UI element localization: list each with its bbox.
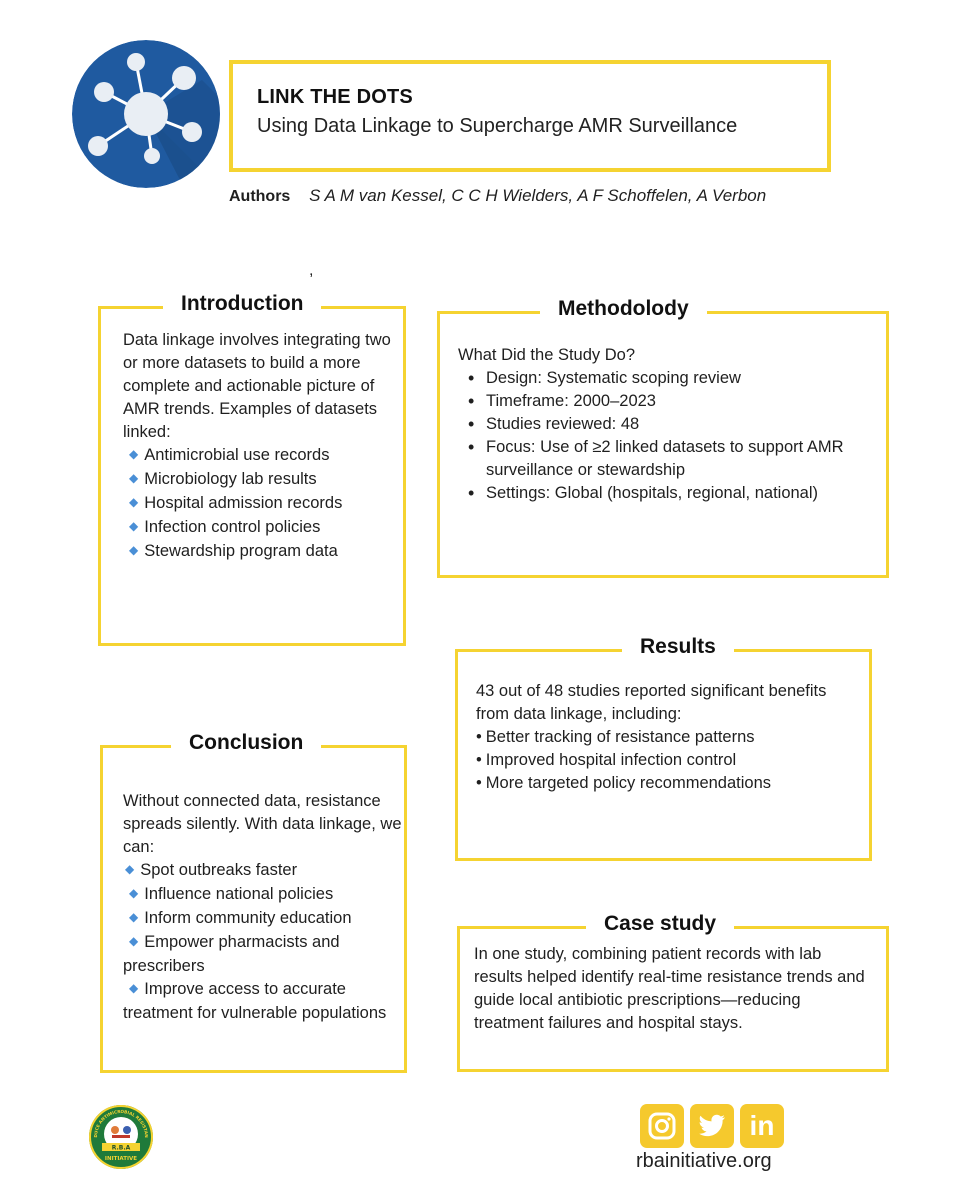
methodology-list xyxy=(458,367,878,505)
network-logo-icon xyxy=(72,40,220,188)
introduction-title: Introduction xyxy=(163,292,321,316)
introduction-item: ◆ Antimicrobial use records xyxy=(129,446,330,464)
conclusion-item: ◆ Spot outbreaks faster xyxy=(125,861,298,879)
methodology-item: • Settings: Global (hospitals, regional, national) xyxy=(458,482,878,505)
diamond-bullet-icon: ◆ xyxy=(129,886,139,900)
linkedin-icon[interactable] xyxy=(740,1104,784,1148)
methodology-item: • Design: Systematic scoping review xyxy=(458,367,878,390)
methodology-box xyxy=(437,297,889,578)
case-study-title: Case study xyxy=(586,912,734,936)
case-study-box xyxy=(457,912,889,1072)
methodology-item: • Timeframe: 2000–2023 xyxy=(458,390,878,413)
svg-text:REDUCE ANTIMICROBIAL RESISTANC: DUCE ANTIMICROBIAL RESISTAN xyxy=(92,1108,150,1138)
authors-row xyxy=(229,186,766,206)
results-box xyxy=(455,635,872,861)
authors-label: Authors xyxy=(229,188,291,205)
introduction-item: ◆ Infection control policies xyxy=(129,518,321,536)
results-item: • Better tracking of resistance patterns xyxy=(476,728,755,746)
results-text: 43 out of 48 studies reported significant benefits from data linkage, including: xyxy=(476,682,827,723)
methodology-item: • Focus: Use of ≥2 linked datasets to support AMR surveillance or stewardship xyxy=(458,436,878,482)
introduction-item: ◆ Hospital admission records xyxy=(129,494,343,512)
page-title: LINK THE DOTS xyxy=(257,86,413,108)
case-study-text: In one study, combining patient records with lab results helped identify real-time resistance trends and guide local antibiotic prescriptions—reducing treatment failures and hospital stays. xyxy=(474,945,865,1032)
results-title: Results xyxy=(622,635,734,659)
conclusion-item: ◆ Inform community education xyxy=(129,909,352,927)
page-subtitle: Using Data Linkage to Supercharge AMR Surveillance xyxy=(257,115,738,137)
introduction-text: Data linkage involves integrating two or more datasets to build a more complete and actionable picture of AMR trends. Examples of datasets linked: xyxy=(123,331,391,441)
methodology-title: Methodolody xyxy=(540,297,707,321)
svg-text:INITIATIVE: INITIATIVE xyxy=(104,1156,138,1162)
diamond-bullet-icon: ◆ xyxy=(129,495,139,509)
diamond-bullet-icon: ◆ xyxy=(129,519,139,533)
diamond-bullet-icon: ◆ xyxy=(129,934,139,948)
conclusion-title: Conclusion xyxy=(171,731,321,755)
diamond-bullet-icon: ◆ xyxy=(125,862,135,876)
rba-initiative-logo xyxy=(88,1104,154,1170)
title-box xyxy=(229,60,831,172)
svg-text:R.B.A: R.B.A xyxy=(111,1144,131,1152)
twitter-icon[interactable] xyxy=(690,1104,734,1148)
conclusion-item: ◆ Influence national policies xyxy=(129,885,334,903)
conclusion-item: ◆ Empower pharmacists and prescribers xyxy=(123,933,340,975)
stray-comma: , xyxy=(309,262,314,279)
diamond-bullet-icon: ◆ xyxy=(129,910,139,924)
results-item: • More targeted policy recommendations xyxy=(476,774,772,792)
diamond-bullet-icon: ◆ xyxy=(129,981,139,995)
conclusion-item: ◆ Improve access to accurate treatment for vulnerable populations xyxy=(123,980,387,1022)
instagram-icon[interactable] xyxy=(640,1104,684,1148)
introduction-item: ◆ Stewardship program data xyxy=(129,542,338,560)
results-item: • Improved hospital infection control xyxy=(476,751,737,769)
conclusion-box xyxy=(100,731,407,1073)
authors-names: S A M van Kessel, C C H Wielders, A F Schoffelen, A Verbon xyxy=(309,186,767,205)
diamond-bullet-icon: ◆ xyxy=(129,471,139,485)
conclusion-text: Without connected data, resistance spreads silently. With data linkage, we can: xyxy=(123,792,402,856)
methodology-intro: What Did the Study Do? xyxy=(458,346,636,364)
linkedin-label: in xyxy=(749,1110,775,1141)
diamond-bullet-icon: ◆ xyxy=(129,543,139,557)
introduction-item: ◆ Microbiology lab results xyxy=(129,470,317,488)
diamond-bullet-icon: ◆ xyxy=(129,447,139,461)
introduction-box xyxy=(98,292,406,646)
website-link[interactable]: rbainitiative.org xyxy=(636,1150,772,1172)
methodology-item: • Studies reviewed: 48 xyxy=(458,413,878,436)
